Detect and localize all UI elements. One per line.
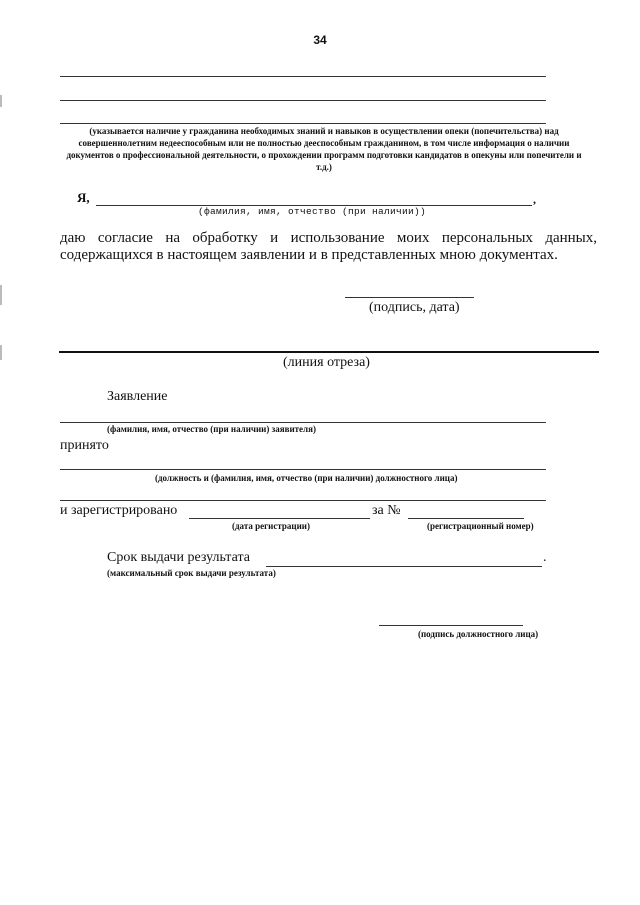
- date-caption: (дата регистрации): [232, 521, 310, 531]
- accepted-label: принято: [60, 438, 109, 453]
- applicant-caption: (фамилия, имя, отчество (при наличии) заявителя): [107, 424, 316, 434]
- deadline-end: .: [543, 550, 547, 565]
- official-line-2: [60, 500, 546, 501]
- registration-date-line: [189, 518, 370, 519]
- deadline-caption: (максимальный срок выдачи результата): [107, 568, 276, 578]
- deadline-label: Срок выдачи результата: [107, 550, 250, 565]
- blank-line: [60, 123, 546, 124]
- scan-edge-mark: [0, 285, 2, 305]
- applicant-line: [60, 422, 546, 423]
- blank-line: [60, 76, 546, 77]
- consent-line-1: даю согласие на обработку и использование моих персональных данных,: [60, 230, 597, 246]
- scan-edge-mark: [0, 345, 2, 360]
- signature-caption: (подпись, дата): [369, 300, 460, 315]
- consent-line-2: содержащихся в настоящем заявлении и в представленных мною документах.: [60, 247, 558, 263]
- cut-line: [59, 351, 599, 353]
- consent-prefix: Я,: [77, 190, 90, 205]
- registered-label: и зарегистрировано: [60, 503, 178, 518]
- deadline-line: [266, 566, 542, 567]
- knowledge-caption: (указывается наличие у гражданина необходимых знаний и навыков в осуществлении опеки (попечительства) над совершеннолетним недееспособным или не полностью дееспособным гражданином, в том числе информация о наличии документов о профессиональной деятельности, о прохождении программ подготовки кандидатов в опекуны или попечители и т.д.): [66, 126, 582, 172]
- page-number: 34: [313, 33, 327, 47]
- official-line: [60, 469, 546, 470]
- scan-edge-mark: [0, 95, 2, 107]
- official-signature-line: [379, 625, 523, 626]
- consent-comma: ,: [533, 192, 536, 206]
- official-signature-caption: (подпись должностного лица): [418, 629, 539, 639]
- number-prefix: за №: [372, 503, 401, 518]
- official-caption: (должность и (фамилия, имя, отчество (при наличии) должностного лица): [155, 473, 458, 483]
- number-caption: (регистрационный номер): [427, 521, 534, 531]
- blank-line: [60, 100, 546, 101]
- name-caption: (фамилия, имя, отчество (при наличии)): [198, 206, 427, 217]
- receipt-title: Заявление: [107, 389, 168, 404]
- registration-number-line: [408, 518, 524, 519]
- cut-line-label: (линия отреза): [283, 355, 370, 370]
- signature-line: [345, 297, 474, 298]
